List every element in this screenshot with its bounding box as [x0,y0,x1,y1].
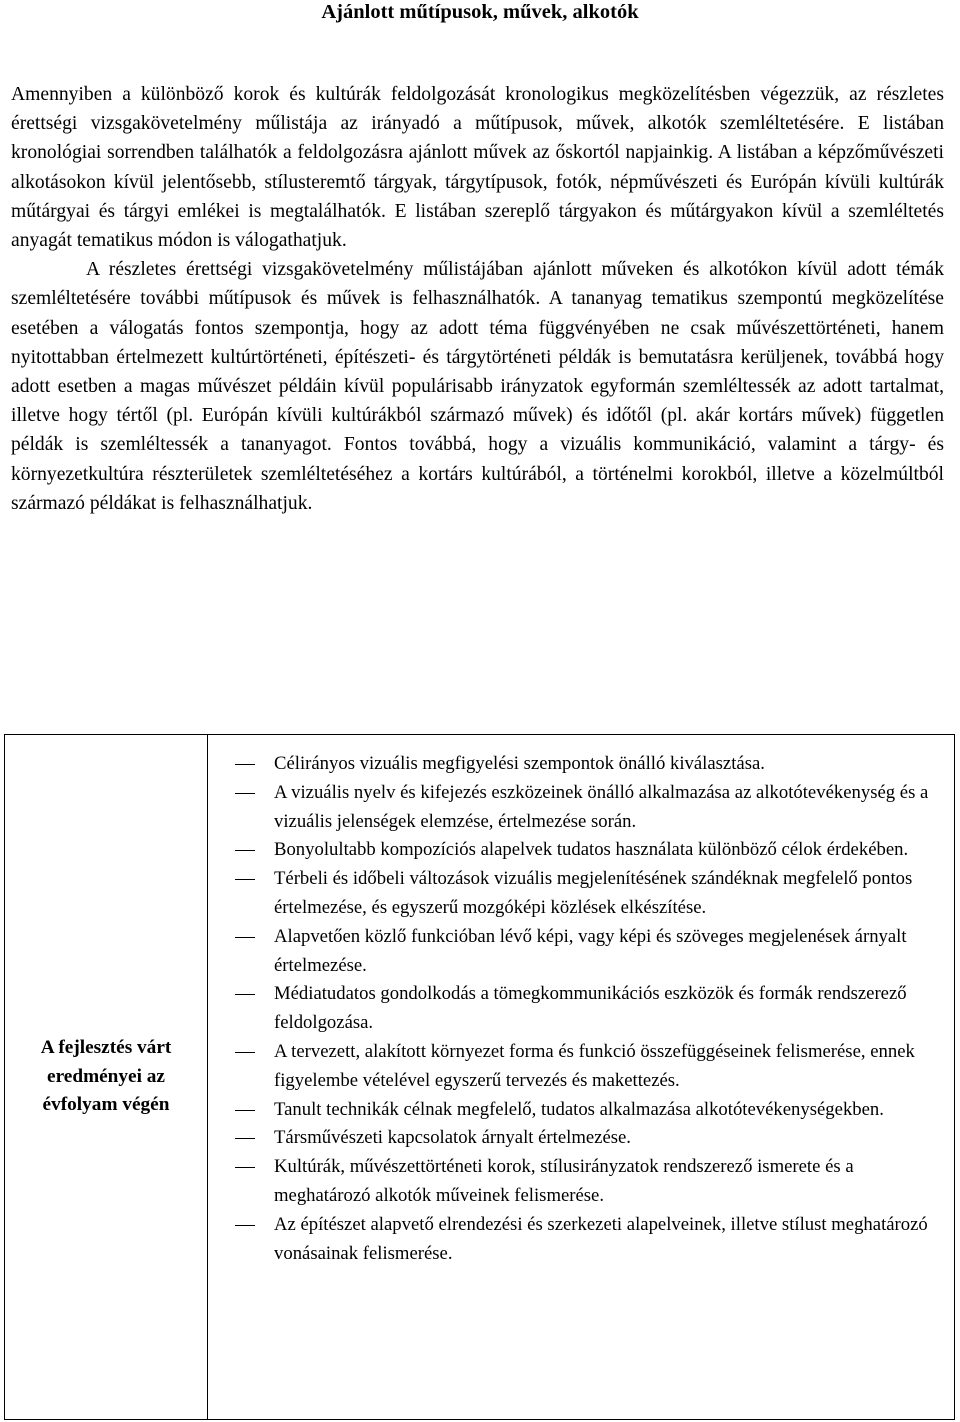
outcomes-row [5,735,955,1420]
outcomes-table [4,734,955,1420]
outcome-item [208,1038,942,1096]
dash-bullet-icon [235,994,255,995]
outcome-item [208,923,942,981]
dash-bullet-icon [235,1138,255,1139]
outcome-text: Térbeli és időbeli változások vizuális megjelenítésének szándéknak megfelelő pontos értelmezése, és egyszerű mozgóképi közlések elkészítése. [274,868,913,918]
outcome-text: Társművészeti kapcsolatok árnyalt értelmezése. [274,1127,631,1149]
outcome-item [208,1211,942,1269]
outcome-list [208,735,954,1268]
intro-paragraph: Amennyiben a különböző korok és kultúrák feldolgozását kronologikus megközelítésben végezzük, az részletes érettségi vizsgakövetelmény műlistája az irányadó a műtípusok, művek, alkotók szemléltetésére. E listában kronológiai sorrendben találhatók a feldolgozásra ajánlott művek az őskortól napjainkig. A listában a képzőművészeti alkotásokon kívül jelentősebb, stílusteremtő tárgyak, tárgytípusok, fotók, népművészeti és Európán kívüli kultúrák műtárgyai és tárgyi emlékei is megtalálhatók. E listában szereplő tárgyakon és műtárgyakon kívül a szemléltetés anyagát tematikus módon is válogathatjuk. [11,84,944,252]
outcome-text: Célirányos vizuális megfigyelési szempontok önálló kiválasztása. [274,753,765,774]
dash-bullet-icon [235,1110,255,1111]
outcome-item [208,980,942,1038]
dash-bullet-icon [235,793,255,794]
outcome-text: A vizuális nyelv és kifejezés eszközeinek önálló alkalmazása az alkotótevékenység és a vizuális jelenségek elemzése, értelmezése során. [274,781,929,832]
outcome-item [208,1124,942,1153]
dash-bullet-icon [235,764,255,765]
outcome-text: Kultúrák, művészettörténeti korok, stílusirányzatok rendszerező ismerete és a meghatározó alkotók műveinek felismerése. [274,1156,854,1206]
outcome-text: Tanult technikák célnak megfelelő, tudatos alkalmazása alkotótevékenységekben. [274,1098,884,1120]
dash-bullet-icon [235,1052,255,1053]
outcomes-label: A fejlesztés várt eredményei az évfolyam végén [40,1037,172,1116]
dash-bullet-icon [235,937,255,938]
outcome-text: Alapvetően közlő funkcióban lévő képi, vagy képi és szöveges megjelenések árnyalt értelmezése. [274,925,907,976]
dash-bullet-icon [235,1167,255,1168]
outcome-text: Bonyolultabb kompozíciós alapelvek tudatos használata különböző célok érdekében. [274,839,909,861]
outcomes-label-cell [5,735,208,1420]
dash-bullet-icon [235,1225,255,1226]
intro-paragraph: A részletes érettségi vizsgakövetelmény műlistájában ajánlott műveken és alkotókon kívül adott témák szemléltetésére további műtípusok és művek is felhasználhatók. A tananyag tematikus szempontú megközelítése esetében a válogatás fontos szempontja, hogy az adott téma függvényében ne csak művészettörténeti, hanem nyitottabban értelmezett kultúrtörténeti, építészeti- és tárgytörténeti példák is bemutatásra kerüljenek, továbbá hogy adott esetben a magas művészet példáin kívül populárisabb irányzatok egyformán szemléltessék az adott tartalmat, illetve hogy tértől (pl. Európán kívüli kultúrákból származó művek) és időtől (pl. akár kortárs művek) független példák is szemléltessék a tananyagot. Fontos továbbá, hogy a vizuális kommunikáció, valamint a tárgy- és környezetkultúra részterületek szemléltetéséhez a kortárs kultúrából, a történelmi korokból, illetve a közelmúltból származó példákat is felhasználhatjuk. [11,259,944,514]
outcome-text: Médiatudatos gondolkodás a tömegkommunikációs eszközök és formák rendszerező feldolgozása. [274,983,907,1034]
outcome-item [208,836,942,865]
outcome-text: Az építészet alapvető elrendezési és szerkezeti alapelveinek, illetve stílust meghatározó vonásainak felismerése. [274,1213,928,1264]
intro-text [11,80,944,518]
dash-bullet-icon [235,879,255,880]
outcome-item [208,750,942,779]
outcome-item [208,1096,942,1125]
outcome-text: A tervezett, alakított környezet forma és funkció összefüggéseinek felismerése, ennek figyelembe vételével egyszerű tervezés és makettezés. [274,1040,915,1091]
page-title: Ajánlott műtípusok, művek, alkotók [321,1,639,23]
outcome-item [208,779,942,837]
outcome-item [208,865,942,923]
outcomes-content-cell [208,735,955,1420]
dash-bullet-icon [235,850,255,851]
outcome-item [208,1153,942,1211]
